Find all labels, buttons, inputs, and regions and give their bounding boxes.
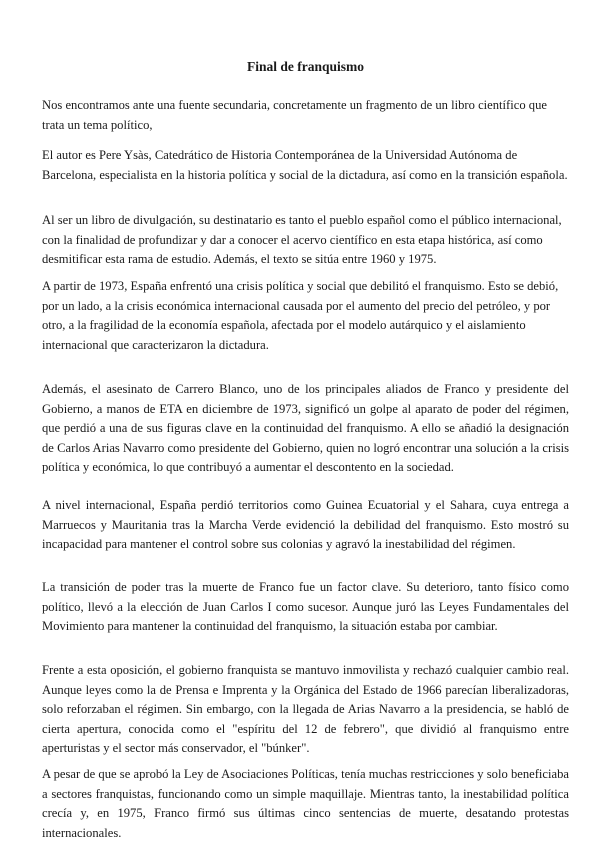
paragraph-author: El autor es Pere Ysàs, Catedrático de Historia Contemporánea de la Universidad Autónoma de Barcelona, especialista en la historia política y social de la dictadura, así como en la transición española. <box>42 148 568 182</box>
paragraph-opposition: Frente a esta oposición, el gobierno franquista se mantuvo inmovilista y rechazó cualquier cambio real. Aunque leyes como la de Prensa e Imprenta y la Orgánica del Estado de 1966 parecían liberalizadoras, solo reforzaban el régimen. Sin embargo, con la llegada de Arias Navarro a la presidencia, se habló de cierta apertura, conocida como el "espíritu del 12 de febrero", que dividió al franquismo entre aperturistas y el sector más conservador, el "búnker". <box>42 663 569 756</box>
paragraph-transition: La transición de poder tras la muerte de Franco fue un factor clave. Su deterioro, tanto físico como político, llevó a la elección de Juan Carlos I como sucesor. Aunque juró las Leyes Fundamentales del Movimiento para mantener la continuidad del franquismo, la situación estaba por cambiar. <box>42 580 569 634</box>
paragraph-crisis-1973: A partir de 1973, España enfrentó una crisis política y social que debilitó el franquismo. Esto se debió, por un lado, a la crisis económica internacional causada por el aumento del precio del petróleo, y por otro, a la fragilidad de la economía española, afectada por el modelo autárquico y el aislamiento internacional que caracterizaron la dictadura. <box>42 279 559 352</box>
paragraph-international: A nivel internacional, España perdió territorios como Guinea Ecuatorial y el Sahara, cuya entrega a Marruecos y Mauritania tras la Marcha Verde evidenció la debilidad del franquismo. Esto mostró su incapacidad para mantener el control sobre sus colonias y agravó la inestabilidad del régimen. <box>42 498 569 552</box>
document-title: Final de franquismo <box>246 59 365 74</box>
paragraph-audience: Al ser un libro de divulgación, su destinatario es tanto el pueblo español como el público internacional, con la finalidad de profundizar y dar a conocer el acervo científico en esta etapa histórica, así como desmitificar esta rama de estudio. Además, el texto se sitúa entre 1960 y 1975. <box>42 213 562 267</box>
paragraph-associations-law: A pesar de que se aprobó la Ley de Asociaciones Políticas, tenía muchas restricciones y solo beneficiaba a sectores franquistas, funcionando como un simple maquillaje. Mientras tanto, la inestabilidad política crecía y, en 1975, Franco firmó sus últimas cinco sentencias de muerte, desatando protestas internacionales. <box>42 767 569 840</box>
paragraph-carrero-blanco: Además, el asesinato de Carrero Blanco, uno de los principales aliados de Franco y presidente del Gobierno, a manos de ETA en diciembre de 1973, significó un golpe al aparato de poder del régimen, que perdió a una de sus figuras clave en la continuidad del franquismo. A ello se añadió la designación de Carlos Arias Navarro como presidente del Gobierno, quien no logró encontrar una solución a la crisis política y económica, lo que contribuyó a aumentar el descontento en la sociedad. <box>42 382 569 475</box>
paragraph-source-type: Nos encontramos ante una fuente secundaria, concretamente un fragmento de un libro científico que trata un tema político, <box>42 98 547 132</box>
